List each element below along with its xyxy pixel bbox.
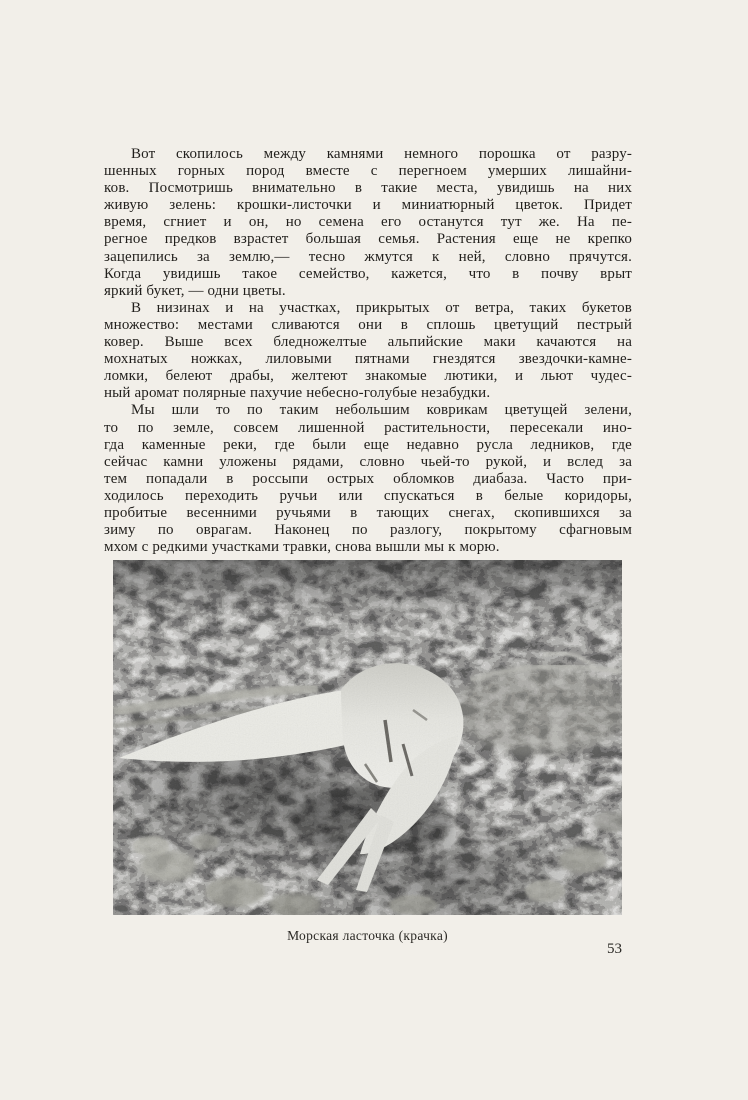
- text-line: время, сгниет и он, но семена его останутся тут же. На пе-: [104, 214, 632, 231]
- text-line: мохнатых ножках, лиловыми пятнами гнездятся звездочки-камне-: [104, 351, 632, 368]
- text-line: мхом с редкими участками травки, снова вышли мы к морю.: [104, 539, 500, 556]
- text-line: зиму по оврагам. Наконец по разлогу, покрытому сфагновым: [104, 522, 632, 539]
- text-line: сейчас камни уложены рядами, словно чьей-то рукой, и вслед за: [104, 453, 632, 470]
- text-line: пробитые весенними ручьями в тающих снегах, скопившихся за: [104, 504, 632, 521]
- text-line: Когда увидишь такое семейство, кажется, что в почву врыт: [104, 265, 632, 282]
- paragraph: [104, 300, 632, 403]
- text-line: Мы шли то по таким небольшим коврикам цветущей зелени,: [131, 402, 632, 419]
- text-line: яркий букет, — одни цветы.: [104, 282, 286, 299]
- text-line: то по земле, совсем лишенной растительности, пересекали ино-: [104, 419, 632, 436]
- text-line: множество: местами сливаются они в сплошь цветущий пестрый: [104, 316, 632, 333]
- body-text: [104, 146, 632, 556]
- text-line: живую зелень: крошки-листочки и миниатюрный цветок. Придет: [104, 197, 632, 214]
- text-line: ковер. Выше всех бледножелтые альпийские маки качаются на: [104, 334, 632, 351]
- text-line: тем попадали в россыпи острых обломков диабаза. Часто при-: [104, 470, 632, 487]
- page-number: 53: [607, 941, 622, 957]
- paragraph: [104, 146, 632, 300]
- text-line: В низинах и на участках, прикрытых от ветра, таких букетов: [131, 299, 632, 316]
- photo-caption: Морская ласточка (крачка): [287, 928, 448, 943]
- photo-figure: [113, 560, 622, 944]
- text-line: регное предков взрастет большая семья. Растения еще не крепко: [104, 231, 632, 248]
- paragraph: [104, 402, 632, 556]
- text-line: зацепились за землю,— тесно жмутся к ней, словно прячутся.: [104, 248, 632, 265]
- text-line: ломки, белеют драбы, желтеют знакомые лютики, и льют чудес-: [104, 368, 632, 385]
- tern-photo: [113, 560, 622, 915]
- text-line: шенных горных пород вместе с перегноем умерших лишайни-: [104, 163, 632, 180]
- text-line: Вот скопилось между камнями немного порошка от разру-: [131, 146, 632, 162]
- text-line: гда каменные реки, где были еще недавно русла ледников, где: [104, 436, 632, 453]
- text-line: ков. Посмотришь внимательно в такие места, увидишь на них: [104, 180, 632, 197]
- text-line: ходилось переходить ручьи или спускаться в белые коридоры,: [104, 487, 632, 504]
- text-line: ный аромат полярные пахучие небесно-голубые незабудки.: [104, 385, 491, 402]
